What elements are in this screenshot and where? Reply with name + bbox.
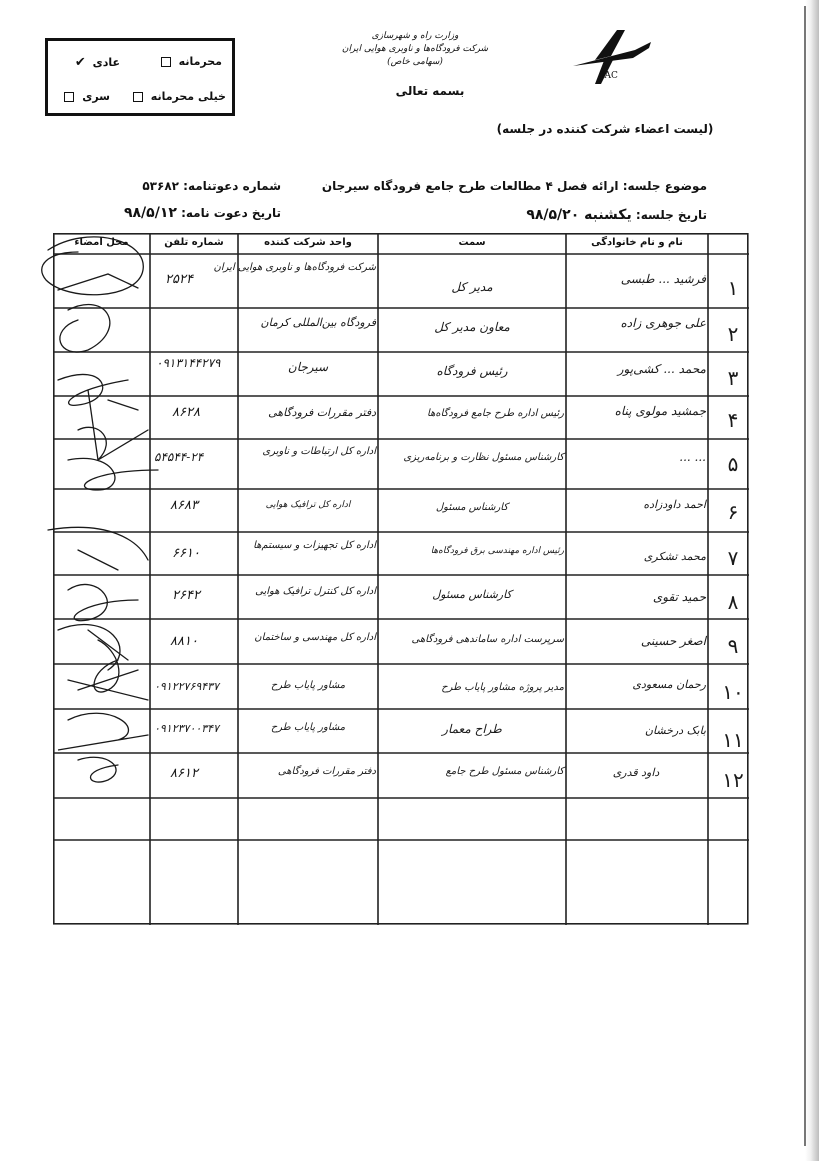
- logo-text: IAC: [601, 71, 618, 81]
- attendee-name: جمشید مولوی پناه: [614, 404, 706, 418]
- row-number: ۹: [727, 634, 739, 658]
- invitation-date-value: ۹۸/۵/۱۲: [123, 205, 177, 221]
- attendee-position: معاون مدیر کل: [434, 320, 510, 334]
- attendee-unit: مشاور پایاب طرح: [270, 680, 346, 691]
- invitation-number: [142, 179, 281, 193]
- attendee-unit: دفتر مقررات فرودگاهی: [268, 406, 376, 419]
- row-number: ۴: [727, 408, 739, 432]
- attendee-unit: فرودگاه بین‌المللی کرمان: [260, 316, 376, 329]
- classification-normal-label: عادی: [92, 56, 120, 69]
- classification-top-secret: [129, 90, 226, 103]
- scan-edge-shadow: [805, 0, 819, 1161]
- column-header-phone: شماره تلفن: [164, 237, 224, 248]
- attendee-unit: شرکت فرودگاه‌ها و ناوبری هوایی ایران: [213, 262, 376, 273]
- company-logo: [565, 22, 655, 92]
- classification-normal: [72, 55, 120, 70]
- attendee-position: رئیس اداره طرح جامع فرودگاه‌ها: [427, 408, 564, 419]
- attendee-name: احمد داودزاده: [643, 498, 706, 511]
- attendee-phone: ۶۶۱۰: [172, 546, 200, 561]
- attendee-unit: اداره کل کنترل ترافیک هوایی: [255, 586, 376, 597]
- row-number: ۸: [727, 590, 739, 614]
- attendee-phone: ۵۴۵۴۴-۲۴: [154, 450, 204, 464]
- row-number: ۱۰: [722, 680, 744, 704]
- meeting-date-value: یکشنبه ۹۸/۵/۲۰: [526, 207, 632, 223]
- row-number: ۱۲: [722, 768, 744, 792]
- row-number: ۲: [727, 322, 739, 346]
- attendee-position: مدیر کل: [451, 280, 493, 294]
- row-number: ۱: [727, 276, 739, 300]
- attendee-phone: ۲۵۲۴: [165, 272, 193, 287]
- attendee-position: رئیس اداره مهندسی برق فرودگاه‌ها: [430, 546, 564, 556]
- scan-edge-line: [804, 6, 806, 1146]
- checkbox-empty-icon: [161, 57, 171, 67]
- attendee-name: رحمان مسعودی: [632, 678, 706, 691]
- row-number: ۶: [727, 500, 739, 524]
- column-header-position: سمت: [458, 237, 486, 248]
- attendee-unit: اداره کل مهندسی و ساختمان: [254, 632, 376, 643]
- attendee-position: کارشناس مسئول نظارت و برنامه‌ریزی: [403, 452, 564, 463]
- row-number: ۷: [727, 546, 739, 570]
- attendee-name: ... ...: [679, 450, 706, 464]
- attendee-name: علی جوهری زاده: [620, 316, 706, 330]
- meeting-subject-value: ارائه فصل ۴ مطالعات طرح جامع فرودگاه سیرجان: [321, 179, 619, 193]
- row-number: ۱۱: [722, 728, 744, 752]
- attendee-unit: اداره کل ارتباطات و ناوبری: [262, 446, 376, 457]
- classification-secret-label: سری: [82, 90, 110, 103]
- checkmark-icon: ✔: [74, 55, 86, 70]
- meeting-subject-label: موضوع جلسه:: [622, 179, 707, 193]
- row-number: ۵: [727, 452, 739, 476]
- attendee-phone: ۸۶۸۳: [170, 498, 198, 513]
- attendee-position: کارشناس مسئول طرح جامع: [445, 766, 564, 777]
- meeting-subject: [322, 179, 707, 193]
- classification-top-secret-label: خیلی محرمانه: [150, 90, 226, 103]
- letterhead: [330, 30, 500, 69]
- attendee-name: بابک درخشان: [644, 724, 706, 737]
- attendee-name: محمد ... کشی‌پور: [617, 362, 706, 376]
- attendee-phone: ۰۹۱۲۳۷۰۰۳۴۷: [154, 722, 219, 735]
- row-number: ۳: [727, 366, 739, 390]
- attendee-phone: ۰۹۱۲۲۷۶۹۴۳۷: [154, 680, 219, 693]
- company-name: شرکت فرودگاه‌ها و ناوبری هوایی ایران (سهامی خاص): [341, 44, 489, 67]
- checkbox-empty-icon: [64, 92, 74, 102]
- airplane-logo-icon: [565, 22, 655, 92]
- invitation-date-label: تاریخ دعوت نامه:: [181, 206, 281, 220]
- invitation-number-value: ۵۳۶۸۲: [142, 179, 179, 193]
- attendee-unit: اداره کل تجهیزات و سیستم‌ها: [253, 540, 376, 551]
- document-title: (لیست اعضاء شرکت کننده در جلسه): [496, 122, 714, 136]
- attendee-position: مدیر پروژه مشاور پایاب طرح: [441, 682, 564, 693]
- bismillah: بسمه تعالی: [395, 84, 465, 98]
- classification-secret: [60, 90, 110, 103]
- classification-confidential-label: محرمانه: [178, 55, 222, 68]
- attendee-name: داود قدری: [612, 766, 660, 779]
- ministry-name: وزارت راه و شهرسازی: [371, 31, 459, 41]
- attendee-phone: ۲۶۴۲: [172, 588, 200, 603]
- attendee-unit: اداره کل ترافیک هوایی: [265, 500, 351, 510]
- attendee-name: حمید تقوی: [652, 590, 706, 604]
- attendee-phone: ۰۹۱۳۱۴۴۲۷۹: [156, 356, 221, 370]
- column-header-signature: محل امضاء: [74, 237, 129, 248]
- column-header-unit: واحد شرکت کننده: [264, 237, 352, 248]
- meeting-date: [526, 207, 707, 223]
- attendee-phone: ۸۶۱۲: [170, 766, 198, 781]
- invitation-number-label: شماره دعوتنامه:: [183, 179, 281, 193]
- handwritten-signatures: [28, 230, 178, 790]
- attendee-phone: ۸۸۱۰: [170, 634, 198, 649]
- attendee-name: فرشید ... طبسی: [620, 272, 706, 286]
- attendee-unit: سیرجان: [287, 360, 329, 374]
- attendee-position: کارشناس مسئول: [435, 502, 509, 513]
- meeting-date-label: تاریخ جلسه:: [635, 208, 707, 222]
- attendee-position: رئیس فرودگاه: [436, 364, 508, 378]
- classification-confidential: [157, 55, 222, 68]
- classification-box: [45, 38, 235, 116]
- attendee-unit: مشاور پایاب طرح: [270, 722, 346, 733]
- attendee-position: کارشناس مسئول: [432, 588, 512, 601]
- column-header-name: نام و نام خانوادگی: [591, 237, 683, 248]
- attendee-name: محمد تشکری: [643, 550, 706, 563]
- attendee-phone: ۸۶۲۸: [172, 405, 200, 420]
- invitation-date: [124, 205, 281, 221]
- attendee-unit: دفتر مقررات فرودگاهی: [277, 766, 376, 777]
- attendee-position: طراح معمار: [442, 722, 502, 736]
- attendee-position: سرپرست اداره ساماندهی فرودگاهی: [411, 634, 564, 645]
- attendee-name: اصغر حسینی: [640, 634, 706, 648]
- checkbox-empty-icon: [133, 92, 143, 102]
